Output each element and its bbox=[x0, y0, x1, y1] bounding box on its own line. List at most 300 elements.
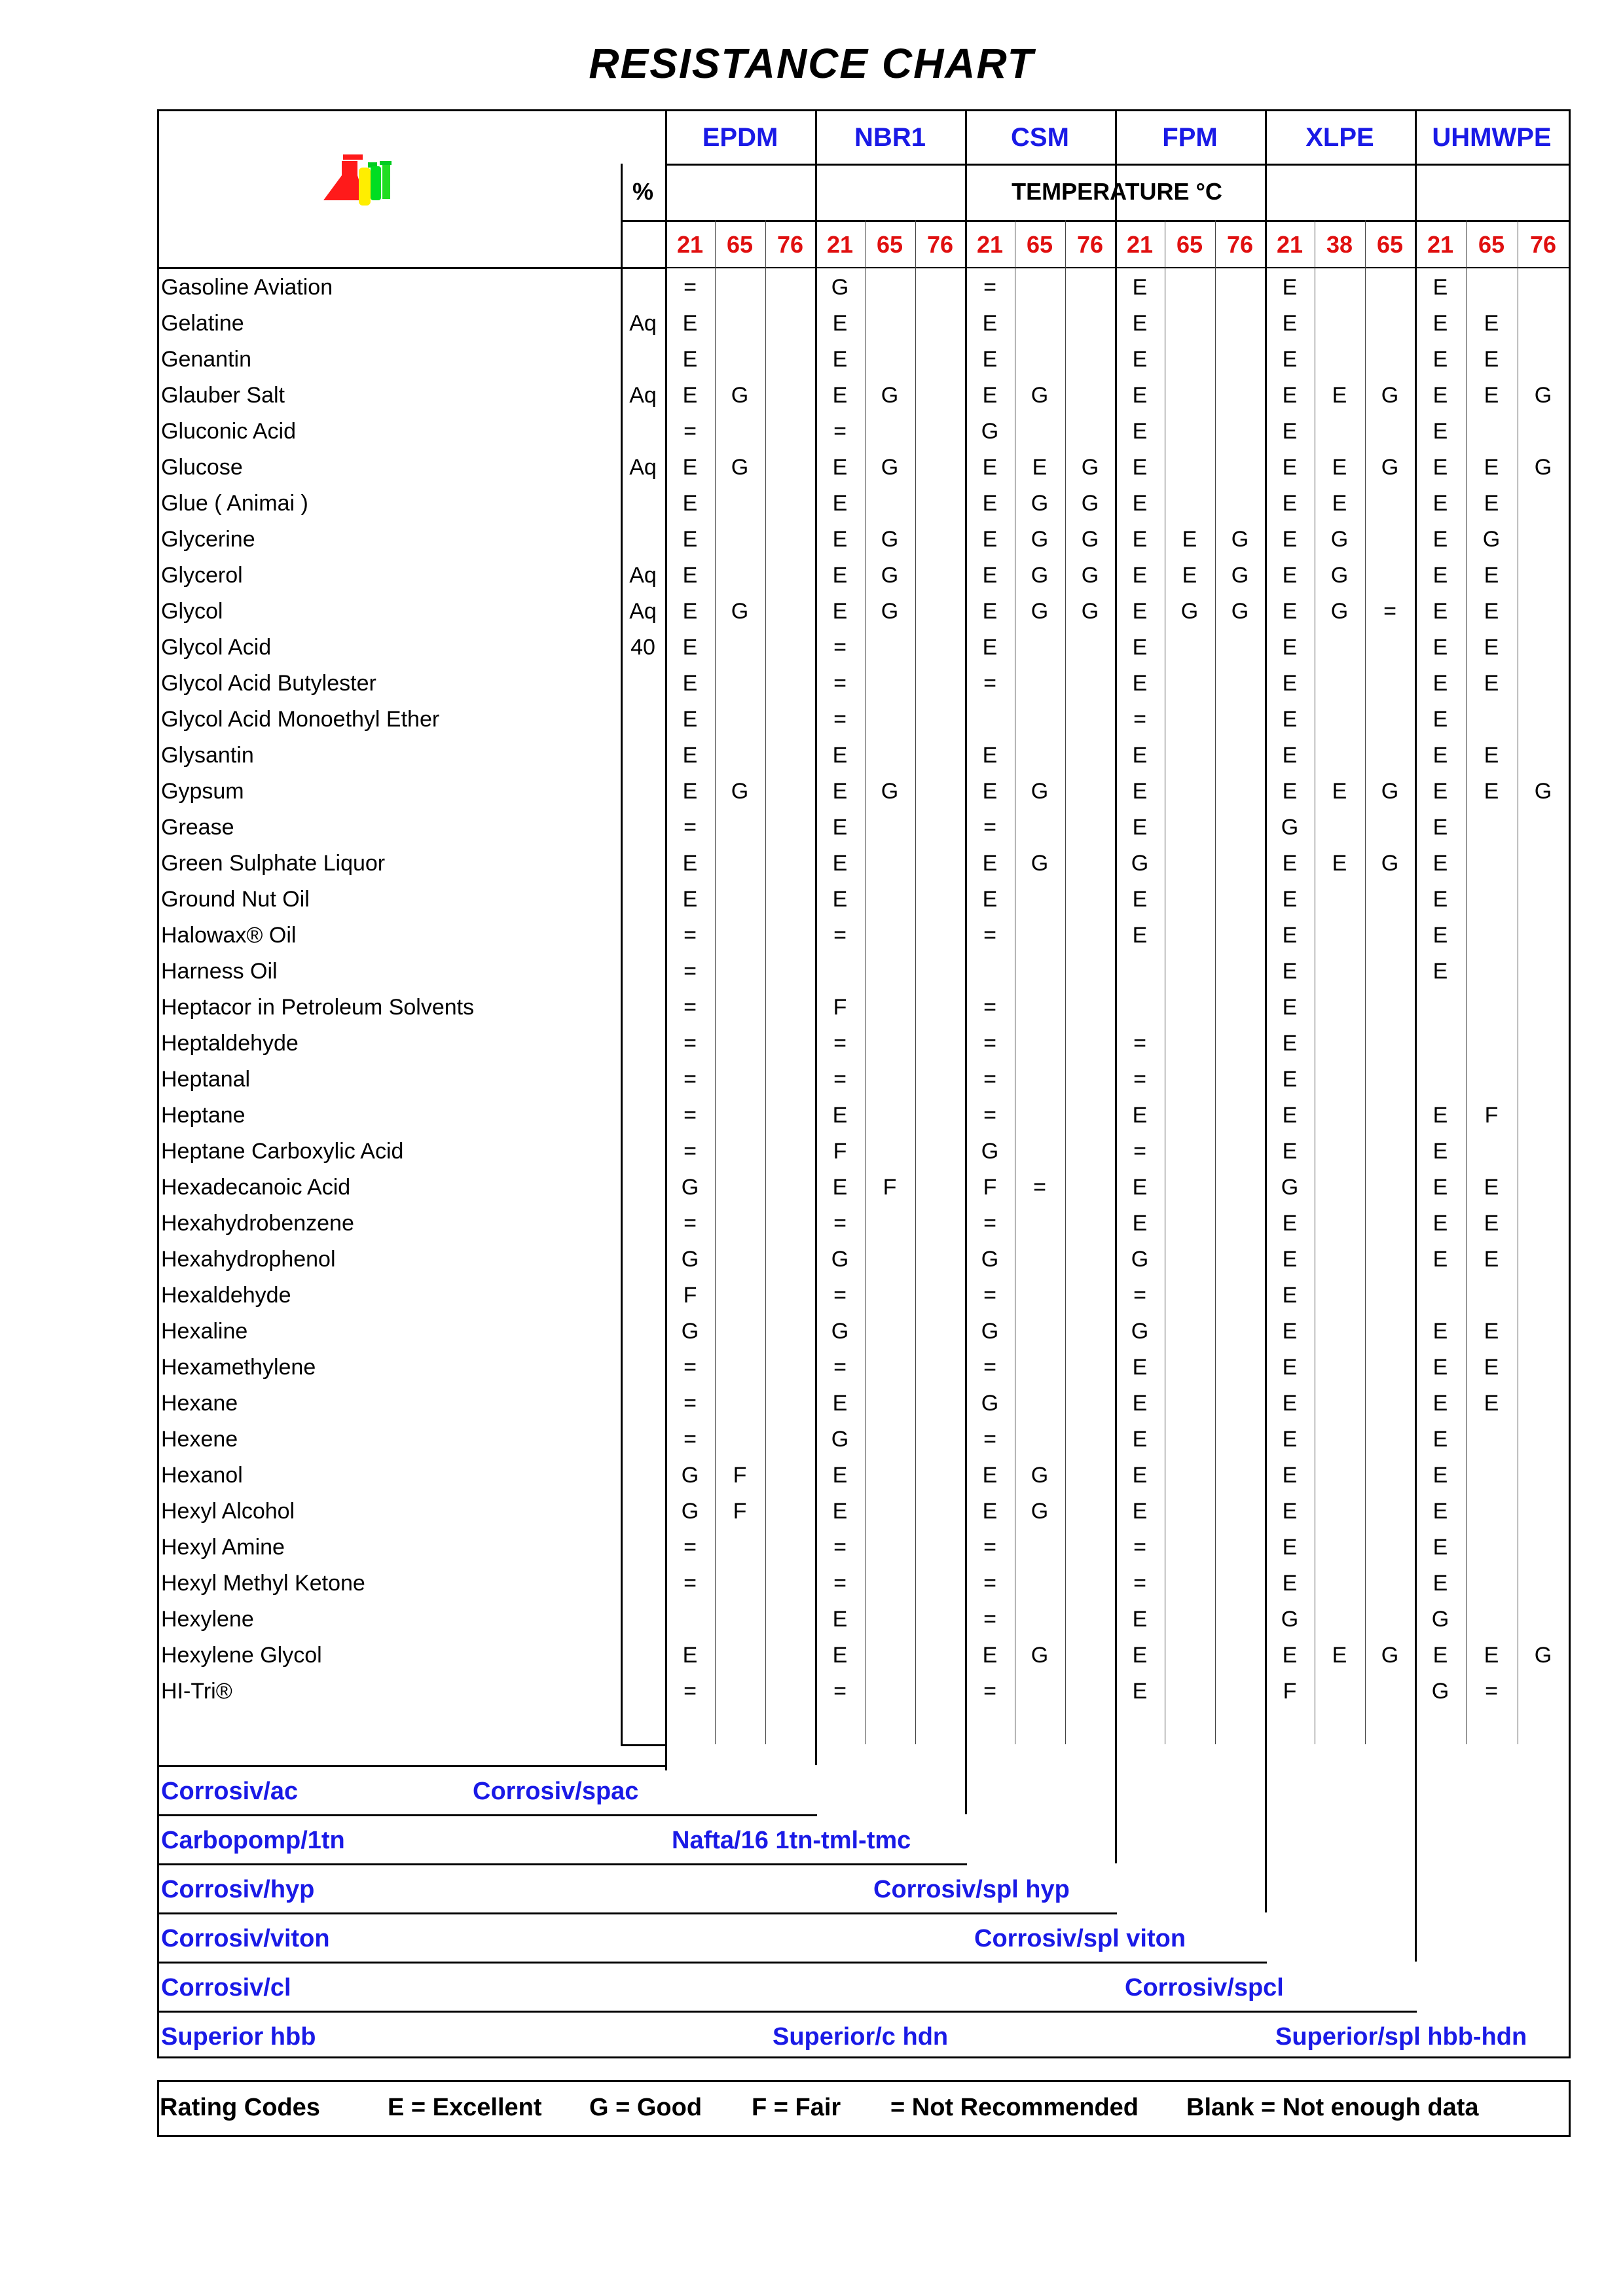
rating-cell: G bbox=[881, 383, 899, 408]
rating-cell: G bbox=[1381, 455, 1399, 480]
rating-cell bbox=[865, 630, 915, 666]
rating-cell bbox=[1518, 1206, 1569, 1242]
rating-cell: E bbox=[1132, 275, 1148, 300]
rating-cell bbox=[715, 1026, 765, 1062]
rating-cell bbox=[715, 1278, 765, 1314]
rating-cell bbox=[915, 630, 965, 666]
rating-cell: F bbox=[1283, 1679, 1297, 1704]
rating-cell: E bbox=[832, 491, 848, 516]
rating-cell bbox=[1518, 486, 1569, 522]
rating-cell bbox=[1065, 630, 1115, 666]
concentration bbox=[621, 342, 665, 378]
rating-cell bbox=[1518, 666, 1569, 702]
footer-divider bbox=[157, 2011, 1417, 2013]
chemical-name: Hexene bbox=[161, 1427, 238, 1452]
concentration bbox=[621, 882, 665, 918]
rating-cell bbox=[1015, 882, 1065, 918]
percent-header: % bbox=[632, 178, 653, 205]
rating-cell: G bbox=[1081, 599, 1099, 624]
concentration bbox=[621, 1350, 665, 1386]
temperature-value: 65 bbox=[1176, 231, 1203, 258]
rating-cell: E bbox=[1432, 419, 1448, 444]
rating-cell bbox=[1215, 954, 1265, 990]
rating-cell bbox=[915, 1602, 965, 1638]
temperature-value: 21 bbox=[1276, 231, 1304, 258]
rating-cell: E bbox=[1282, 1571, 1298, 1596]
rating-cell bbox=[865, 1098, 915, 1134]
chemical-name: Gypsum bbox=[161, 779, 244, 804]
rating-cell bbox=[1365, 666, 1415, 702]
rating-cell bbox=[1315, 1458, 1364, 1494]
rating-cell: E bbox=[682, 599, 698, 624]
rating-cell: E bbox=[982, 491, 998, 516]
rating-cell: = bbox=[684, 1103, 697, 1128]
rating-cell: E bbox=[1432, 1427, 1448, 1452]
rating-cell bbox=[1466, 1602, 1517, 1638]
rating-cell: G bbox=[1534, 455, 1552, 480]
rating-cell bbox=[1015, 1098, 1065, 1134]
rating-cell bbox=[1365, 1494, 1415, 1530]
rating-cell bbox=[1315, 1170, 1364, 1206]
rating-cell: E bbox=[1282, 851, 1298, 876]
rating-cell bbox=[1215, 1098, 1265, 1134]
rating-cell: E bbox=[832, 527, 848, 552]
rating-cell bbox=[1415, 1062, 1466, 1098]
legend-item-not-recommended: = Not Recommended bbox=[890, 2094, 1139, 2121]
chemical-name: Hexadecanoic Acid bbox=[161, 1175, 351, 1200]
rating-cell bbox=[1015, 1062, 1065, 1098]
rating-cell: G bbox=[981, 1319, 999, 1344]
rating-cell bbox=[1466, 990, 1517, 1026]
rating-cell bbox=[1165, 1206, 1214, 1242]
rating-cell bbox=[1215, 1386, 1265, 1422]
rating-cell: E bbox=[1432, 1535, 1448, 1560]
legend-border-right bbox=[1569, 2080, 1571, 2137]
rating-cell: E bbox=[1484, 743, 1499, 768]
footer-link-left[interactable]: Corrosiv/cl bbox=[161, 1974, 291, 2001]
legend-border-bottom bbox=[157, 2135, 1571, 2137]
rating-cell: G bbox=[881, 779, 899, 804]
rating-cell bbox=[1518, 1530, 1569, 1566]
rating-cell bbox=[1365, 522, 1415, 558]
chemical-name: Heptane Carboxylic Acid bbox=[161, 1139, 404, 1164]
rating-cell: = bbox=[684, 1427, 697, 1452]
footer-divider bbox=[157, 1765, 665, 1767]
rating-cell: E bbox=[1132, 311, 1148, 336]
concentration bbox=[621, 738, 665, 774]
rating-cell: E bbox=[832, 1499, 848, 1524]
rating-cell: G bbox=[1281, 815, 1299, 840]
footer-link-middle[interactable]: Superior/c hdn bbox=[773, 2023, 949, 2051]
rating-cell: E bbox=[1432, 491, 1448, 516]
concentration bbox=[621, 1602, 665, 1638]
rating-cell: G bbox=[1431, 1679, 1450, 1704]
rating-cell bbox=[1015, 342, 1065, 378]
rating-cell: E bbox=[832, 1103, 848, 1128]
rating-cell bbox=[915, 1386, 965, 1422]
rating-cell bbox=[1466, 1278, 1517, 1314]
rating-cell bbox=[765, 1530, 815, 1566]
rating-cell bbox=[915, 846, 965, 882]
rating-cell: G bbox=[1131, 851, 1149, 876]
material-header-nbr1: NBR1 bbox=[854, 122, 926, 152]
rating-cell bbox=[715, 1098, 765, 1134]
rating-cell bbox=[1015, 1278, 1065, 1314]
rating-cell bbox=[1315, 1206, 1364, 1242]
footer-link-right[interactable]: Corrosiv/spl viton bbox=[974, 1925, 1186, 1952]
rating-cell: E bbox=[1432, 275, 1448, 300]
rating-cell: E bbox=[1432, 1355, 1448, 1380]
rating-cell: E bbox=[682, 671, 698, 696]
rating-cell bbox=[1065, 1530, 1115, 1566]
legend-item-good: G = Good bbox=[589, 2094, 702, 2121]
rating-cell bbox=[1215, 666, 1265, 702]
concentration bbox=[621, 1062, 665, 1098]
rating-cell bbox=[1215, 1242, 1265, 1278]
rating-cell bbox=[1415, 1026, 1466, 1062]
rating-cell bbox=[1365, 1098, 1415, 1134]
rating-cell bbox=[1518, 630, 1569, 666]
rating-cell bbox=[915, 882, 965, 918]
rating-cell bbox=[1466, 846, 1517, 882]
rating-cell bbox=[1365, 630, 1415, 666]
chemical-name: Hexaldehyde bbox=[161, 1283, 291, 1308]
rating-cell: E bbox=[1282, 995, 1298, 1020]
rating-cell bbox=[765, 918, 815, 954]
footer-link-left[interactable]: Corrosiv/ac bbox=[161, 1778, 299, 1805]
footer-link-left[interactable]: Corrosiv/viton bbox=[161, 1925, 330, 1952]
rating-cell bbox=[1165, 1026, 1214, 1062]
rating-cell bbox=[1466, 1422, 1517, 1458]
rating-cell bbox=[865, 1422, 915, 1458]
concentration bbox=[621, 1566, 665, 1602]
rating-cell bbox=[865, 1674, 915, 1710]
material-header-epdm: EPDM bbox=[702, 122, 778, 152]
rating-cell: = bbox=[684, 923, 697, 948]
rating-cell bbox=[1365, 1530, 1415, 1566]
chemical-name: Hexylene Glycol bbox=[161, 1643, 322, 1668]
rating-cell: E bbox=[1132, 887, 1148, 912]
rating-cell: E bbox=[1132, 1499, 1148, 1524]
rating-cell bbox=[1466, 1494, 1517, 1530]
rating-cell: E bbox=[1282, 1067, 1298, 1092]
rating-cell bbox=[715, 1062, 765, 1098]
material-header-csm: CSM bbox=[1011, 122, 1069, 152]
rating-cell bbox=[1165, 990, 1214, 1026]
rating-cell: E bbox=[1432, 1175, 1448, 1200]
rating-cell bbox=[1518, 738, 1569, 774]
rating-cell: E bbox=[832, 599, 848, 624]
rating-cell: E bbox=[832, 1607, 848, 1632]
rating-cell bbox=[1365, 882, 1415, 918]
rating-cell bbox=[1315, 990, 1364, 1026]
rating-cell bbox=[865, 954, 915, 990]
rating-cell bbox=[715, 522, 765, 558]
rating-cell bbox=[765, 846, 815, 882]
rating-cell: E bbox=[832, 851, 848, 876]
concentration bbox=[621, 666, 665, 702]
rating-cell bbox=[865, 1602, 915, 1638]
rating-cell bbox=[1165, 1566, 1214, 1602]
rating-cell bbox=[715, 1170, 765, 1206]
rating-cell bbox=[915, 1638, 965, 1674]
rating-cell: E bbox=[1132, 563, 1148, 588]
rating-cell: E bbox=[1432, 1499, 1448, 1524]
concentration: Aq bbox=[629, 383, 657, 408]
temperature-header: TEMPERATURE °C bbox=[1012, 178, 1222, 205]
chemical-name: Gelatine bbox=[161, 311, 244, 336]
rating-cell bbox=[915, 270, 965, 306]
rating-cell bbox=[1365, 1566, 1415, 1602]
concentration bbox=[621, 1494, 665, 1530]
rating-cell bbox=[1518, 1314, 1569, 1350]
rating-cell bbox=[1466, 270, 1517, 306]
rating-cell bbox=[1165, 450, 1214, 486]
rating-cell: E bbox=[832, 1175, 848, 1200]
rating-cell bbox=[1165, 486, 1214, 522]
rating-cell: E bbox=[1432, 851, 1448, 876]
rating-cell bbox=[715, 414, 765, 450]
table-row bbox=[0, 1206, 1623, 1242]
rating-cell bbox=[765, 1494, 815, 1530]
rating-cell bbox=[865, 1494, 915, 1530]
rating-cell bbox=[1165, 774, 1214, 810]
rating-cell bbox=[1215, 1422, 1265, 1458]
rating-cell bbox=[1065, 342, 1115, 378]
rating-cell bbox=[1215, 306, 1265, 342]
table-row bbox=[0, 882, 1623, 918]
rating-cell bbox=[1065, 1566, 1115, 1602]
rating-cell: = bbox=[1133, 1283, 1146, 1308]
footer-link-right[interactable]: Corrosiv/spcl bbox=[1125, 1974, 1284, 2001]
rating-cell: G bbox=[681, 1499, 699, 1524]
rating-cell: E bbox=[1484, 1175, 1499, 1200]
rating-cell bbox=[865, 1278, 915, 1314]
rating-cell bbox=[715, 1422, 765, 1458]
rating-cell bbox=[1165, 846, 1214, 882]
rating-cell bbox=[915, 450, 965, 486]
rating-cell: = bbox=[684, 815, 697, 840]
chemical-name: Hexamethylene bbox=[161, 1355, 316, 1380]
rating-cell: G bbox=[1131, 1247, 1149, 1272]
rating-cell: E bbox=[832, 779, 848, 804]
rating-cell bbox=[1165, 1458, 1214, 1494]
rating-cell bbox=[865, 702, 915, 738]
rating-cell bbox=[1518, 1098, 1569, 1134]
concentration bbox=[621, 270, 665, 306]
rating-cell: = bbox=[684, 1571, 697, 1596]
rating-cell bbox=[1466, 414, 1517, 450]
rating-cell: E bbox=[1432, 887, 1448, 912]
rating-cell bbox=[1015, 954, 1065, 990]
rating-cell bbox=[765, 1674, 815, 1710]
rating-cell bbox=[865, 486, 915, 522]
rating-cell: E bbox=[1132, 455, 1148, 480]
rating-cell bbox=[1215, 1350, 1265, 1386]
rating-cell: G bbox=[831, 1427, 849, 1452]
table-row bbox=[0, 810, 1623, 846]
rating-cell: E bbox=[1332, 851, 1347, 876]
table-row bbox=[0, 1494, 1623, 1530]
rating-cell bbox=[865, 342, 915, 378]
table-row bbox=[0, 306, 1623, 342]
rating-cell bbox=[915, 918, 965, 954]
rating-cell: G bbox=[981, 1247, 999, 1272]
rating-cell: E bbox=[1432, 1247, 1448, 1272]
rating-cell bbox=[1065, 990, 1115, 1026]
rating-cell bbox=[1518, 1602, 1569, 1638]
rating-cell bbox=[915, 1242, 965, 1278]
chemical-name: Glycol Acid bbox=[161, 635, 272, 660]
rating-cell: E bbox=[1282, 779, 1298, 804]
rating-cell bbox=[1315, 1530, 1364, 1566]
rating-cell bbox=[1365, 306, 1415, 342]
rating-cell bbox=[1065, 1386, 1115, 1422]
rating-cell bbox=[915, 1278, 965, 1314]
rating-cell: = bbox=[684, 1139, 697, 1164]
rating-cell bbox=[1065, 1026, 1115, 1062]
chemical-name: Glycerol bbox=[161, 563, 243, 588]
temperature-value: 65 bbox=[726, 231, 754, 258]
rating-cell bbox=[1365, 810, 1415, 846]
table-row bbox=[0, 1674, 1623, 1710]
rating-cell: G bbox=[1030, 779, 1049, 804]
rating-cell: E bbox=[1132, 743, 1148, 768]
rating-cell bbox=[915, 954, 965, 990]
rating-cell: E bbox=[982, 1463, 998, 1488]
rating-cell bbox=[1315, 306, 1364, 342]
chemical-name: Glysantin bbox=[161, 743, 254, 768]
rating-cell: = bbox=[983, 923, 996, 948]
footer-link-left[interactable]: Carbopomp/1tn bbox=[161, 1827, 345, 1854]
rating-cell: G bbox=[881, 527, 899, 552]
table-row bbox=[0, 1062, 1623, 1098]
rating-cell: G bbox=[1231, 599, 1249, 624]
rating-cell bbox=[1215, 882, 1265, 918]
rating-cell: E bbox=[1432, 563, 1448, 588]
footer-link-right[interactable]: Corrosiv/spac bbox=[473, 1778, 639, 1805]
rating-cell: E bbox=[1282, 563, 1298, 588]
rating-cell bbox=[1015, 1674, 1065, 1710]
rating-cell: E bbox=[1132, 1643, 1148, 1668]
concentration bbox=[621, 522, 665, 558]
rating-cell bbox=[1165, 1530, 1214, 1566]
rating-cell bbox=[915, 1098, 965, 1134]
rating-cell: E bbox=[1432, 311, 1448, 336]
rating-cell bbox=[1518, 1458, 1569, 1494]
rating-cell bbox=[1015, 1386, 1065, 1422]
rating-cell: E bbox=[1484, 779, 1499, 804]
rating-cell: E bbox=[1132, 491, 1148, 516]
rating-cell bbox=[1065, 1170, 1115, 1206]
rating-cell bbox=[715, 630, 765, 666]
rating-cell bbox=[1065, 774, 1115, 810]
rating-cell bbox=[1215, 1494, 1265, 1530]
rating-cell: E bbox=[1432, 1319, 1448, 1344]
footer-link-right[interactable]: Nafta/16 1tn-tml-tmc bbox=[672, 1827, 911, 1854]
rating-cell bbox=[765, 270, 815, 306]
rating-cell bbox=[1315, 738, 1364, 774]
rating-cell bbox=[915, 774, 965, 810]
rating-cell bbox=[1315, 702, 1364, 738]
rating-cell bbox=[765, 1602, 815, 1638]
rating-cell: E bbox=[1484, 599, 1499, 624]
chemical-name: Hexyl Methyl Ketone bbox=[161, 1571, 365, 1596]
footer-divider bbox=[157, 1962, 1267, 1964]
rating-cell bbox=[1315, 630, 1364, 666]
concentration bbox=[621, 774, 665, 810]
rating-cell bbox=[765, 738, 815, 774]
rating-cell bbox=[865, 1026, 915, 1062]
rating-cell: E bbox=[982, 743, 998, 768]
rating-cell: E bbox=[1484, 563, 1499, 588]
rating-cell bbox=[1315, 918, 1364, 954]
rating-cell bbox=[715, 486, 765, 522]
table-row bbox=[0, 918, 1623, 954]
rating-cell: E bbox=[982, 455, 998, 480]
rating-cell bbox=[1365, 1314, 1415, 1350]
rating-cell bbox=[1215, 1566, 1265, 1602]
concentration bbox=[621, 702, 665, 738]
concentration bbox=[621, 810, 665, 846]
rating-cell bbox=[1365, 954, 1415, 990]
rating-cell bbox=[715, 954, 765, 990]
rating-cell bbox=[765, 1134, 815, 1170]
chemical-name: Heptaldehyde bbox=[161, 1031, 299, 1056]
rating-cell bbox=[1215, 342, 1265, 378]
rating-cell: = bbox=[1133, 707, 1146, 732]
rating-cell bbox=[1165, 1350, 1214, 1386]
rating-cell bbox=[1365, 1350, 1415, 1386]
temperature-value: 21 bbox=[676, 231, 704, 258]
rating-cell bbox=[715, 306, 765, 342]
rating-cell bbox=[765, 306, 815, 342]
footer-link-left[interactable]: Superior hbb bbox=[161, 2023, 316, 2051]
table-row bbox=[0, 1566, 1623, 1602]
rating-cell bbox=[1315, 1350, 1364, 1386]
rating-cell: = bbox=[983, 671, 996, 696]
rating-cell: F bbox=[883, 1175, 897, 1200]
table-row bbox=[0, 774, 1623, 810]
footer-link-right[interactable]: Superior/spl hbb-hdn bbox=[1275, 2023, 1527, 2051]
rating-cell bbox=[1315, 1242, 1364, 1278]
rating-cell bbox=[1365, 990, 1415, 1026]
rating-cell bbox=[765, 1170, 815, 1206]
rating-cell bbox=[1315, 414, 1364, 450]
footer-link-right[interactable]: Corrosiv/spl hyp bbox=[873, 1876, 1070, 1903]
rating-cell: = bbox=[684, 275, 697, 300]
rating-cell: = bbox=[684, 1355, 697, 1380]
rating-cell bbox=[1518, 882, 1569, 918]
rating-cell: E bbox=[1332, 779, 1347, 804]
rating-cell bbox=[1215, 1458, 1265, 1494]
rating-cell: = bbox=[833, 1535, 847, 1560]
rating-cell: G bbox=[1081, 491, 1099, 516]
rating-cell: G bbox=[1030, 1463, 1049, 1488]
footer-link-left[interactable]: Corrosiv/hyp bbox=[161, 1876, 315, 1903]
rating-cell: E bbox=[832, 347, 848, 372]
concentration bbox=[621, 486, 665, 522]
rating-cell bbox=[765, 882, 815, 918]
rating-cell: G bbox=[981, 1391, 999, 1416]
rating-cell: E bbox=[832, 743, 848, 768]
rating-cell bbox=[915, 1134, 965, 1170]
rating-cell: E bbox=[832, 1391, 848, 1416]
rating-cell: E bbox=[1282, 887, 1298, 912]
rating-cell: G bbox=[1030, 383, 1049, 408]
rating-cell bbox=[1165, 1062, 1214, 1098]
rating-cell bbox=[1165, 630, 1214, 666]
